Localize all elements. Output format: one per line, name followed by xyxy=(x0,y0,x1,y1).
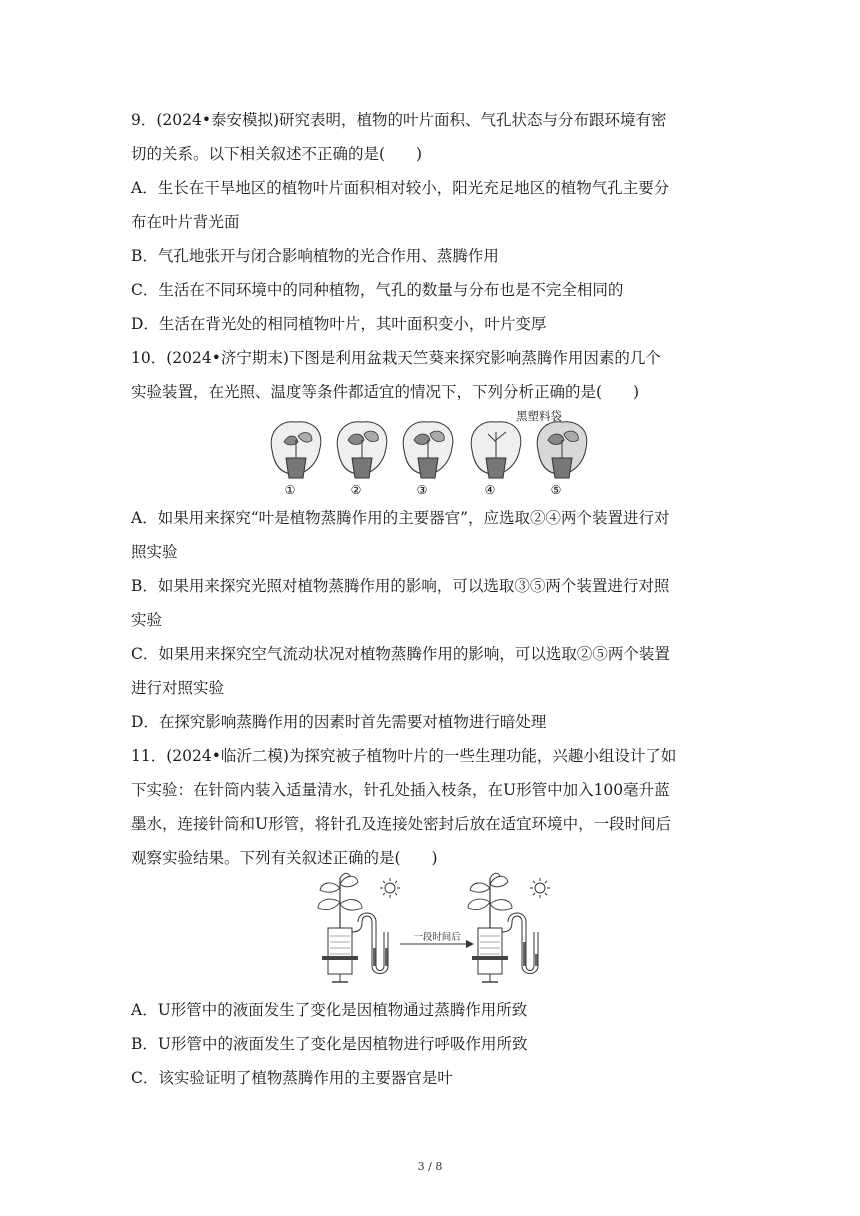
q9-stem-line2: 切的关系。以下相关叙述不正确的是( ) xyxy=(131,145,423,163)
q10-figure-pots xyxy=(260,404,600,500)
q10-option-c-line1: C．如果用来探究空气流动状况对植物蒸腾作用的影响，可以选取②⑤两个装置 xyxy=(131,645,670,663)
q10-stem-line1: 10．(2024•济宁期末)下图是利用盆栽天竺葵来探究影响蒸腾作用因素的几个 xyxy=(131,349,661,367)
q11-option-b: B．U形管中的液面发生了变化是因植物进行呼吸作用所致 xyxy=(131,1035,528,1053)
q11-stem-line1: 11．(2024•临沂二模)为探究被子植物叶片的一些生理功能，兴趣小组设计了如 xyxy=(131,747,677,765)
q9-option-d: D．生活在背光处的相同植物叶片，其叶面积变小，叶片变厚 xyxy=(131,315,547,333)
q11-stem-line2: 下实验：在针筒内装入适量清水，针孔处插入枝条，在U形管中加入100毫升蓝 xyxy=(131,781,670,799)
q11-option-c: C．该实验证明了植物蒸腾作用的主要器官是叶 xyxy=(131,1069,453,1087)
q11-arrow-label: 一段时间后 xyxy=(413,932,461,943)
q9-stem-line1: 9．(2024•泰安模拟)研究表明，植物的叶片面积、气孔状态与分布跟环境有密 xyxy=(131,111,667,129)
q10-option-d: D．在探究影响蒸腾作用的因素时首先需要对植物进行暗处理 xyxy=(131,713,547,731)
q10-label-5: ⑤ xyxy=(550,483,562,497)
q10-option-a-line1: A．如果用来探究“叶是植物蒸腾作用的主要器官”，应选取②④两个装置进行对 xyxy=(131,509,670,527)
q10-label-4: ④ xyxy=(484,483,496,497)
q10-label-3: ③ xyxy=(416,483,428,497)
q10-option-a-line2: 照实验 xyxy=(131,543,178,561)
q10-stem-line2: 实验装置，在光照、温度等条件都适宜的情况下，下列分析正确的是( ) xyxy=(131,383,640,401)
q9-option-a-line2: 布在叶片背光面 xyxy=(131,213,240,231)
q10-option-c-line2: 进行对照实验 xyxy=(131,679,225,697)
q10-label-1: ① xyxy=(284,483,296,497)
q10-option-b-line1: B．如果用来探究光照对植物蒸腾作用的影响，可以选取③⑤两个装置进行对照 xyxy=(131,577,670,595)
q11-stem-line3: 墨水，连接针筒和U形管，将针孔及连接处密封后放在适宜环境中，一段时间后 xyxy=(131,815,672,833)
page-number: 3 / 8 xyxy=(417,1160,443,1173)
q9-option-a-line1: A．生长在干旱地区的植物叶片面积相对较小，阳光充足地区的植物气孔主要分 xyxy=(131,179,670,197)
q10-plant-1 xyxy=(271,422,321,478)
q11-apparatus-before xyxy=(318,873,400,982)
q10-plant-2 xyxy=(337,422,387,478)
q9-option-c: C．生活在不同环境中的同种植物，气孔的数量与分布也是不完全相同的 xyxy=(131,281,624,299)
q10-label-2: ② xyxy=(350,483,362,497)
q11-figure-u-tube xyxy=(300,870,570,985)
q11-stem-line4: 观察实验结果。下列有关叙述正确的是( ) xyxy=(131,849,438,867)
q10-option-b-line2: 实验 xyxy=(131,611,163,629)
q10-plant-4 xyxy=(471,422,521,478)
q11-option-a: A．U形管中的液面发生了变化是因植物通过蒸腾作用所致 xyxy=(131,1001,528,1019)
q10-plant-3 xyxy=(403,422,453,478)
q9-option-b: B．气孔地张开与闭合影响植物的光合作用、蒸腾作用 xyxy=(131,247,499,265)
q10-plant-5 xyxy=(537,422,587,478)
q11-apparatus-after xyxy=(468,873,550,982)
q10-bag-label: 黑塑料袋 xyxy=(516,409,562,423)
